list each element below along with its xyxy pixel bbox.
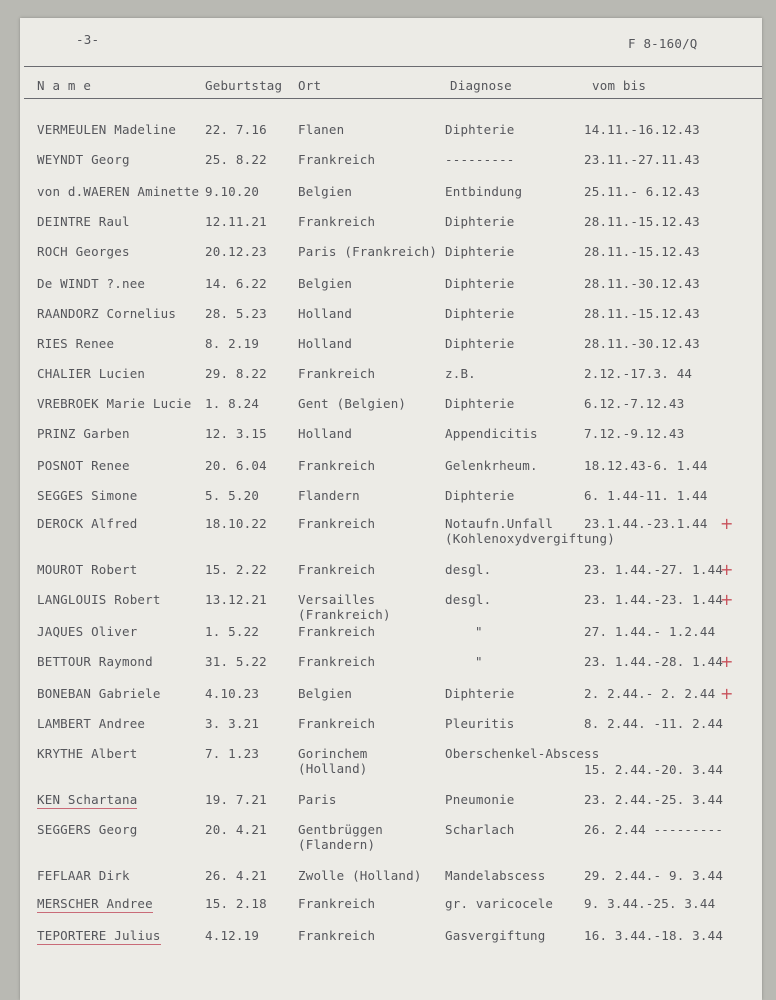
patient-name: SEGGERS Georg: [37, 822, 138, 837]
patient-name: De WINDT ?.nee: [37, 276, 146, 291]
place-cell: Frankreich: [298, 366, 376, 381]
birthdate-cell: 19. 7.21: [205, 792, 267, 807]
place-cell: Paris: [298, 792, 337, 807]
birthdate-cell: 7. 1.23: [205, 746, 260, 761]
birthdate-cell: 28. 5.23: [205, 306, 267, 321]
period-cell: 23.1.44.-23.1.44: [584, 516, 708, 531]
diagnosis-cell-line2: (Kohlenoxydvergiftung): [445, 531, 615, 546]
period-cell: 14.11.-16.12.43: [584, 122, 700, 137]
diagnosis-cell: Pneumonie: [445, 792, 515, 807]
diagnosis-cell: Gelenkrheum.: [445, 458, 538, 473]
patient-name: WEYNDT Georg: [37, 152, 130, 167]
period-cell: 23. 2.44.-25. 3.44: [584, 792, 724, 807]
period-cell: 23. 1.44.-27. 1.44: [584, 562, 724, 577]
place-cell: Holland: [298, 306, 353, 321]
birthdate-cell: 4.12.19: [205, 928, 260, 943]
place-cell: Frankreich: [298, 152, 376, 167]
place-cell: Versailles: [298, 592, 376, 607]
place-cell: Flanen: [298, 122, 345, 137]
birthdate-cell: 12.11.21: [205, 214, 267, 229]
period-cell: 2.12.-17.3. 44: [584, 366, 693, 381]
birthdate-cell: 20.12.23: [205, 244, 267, 259]
birthdate-cell: 15. 2.22: [205, 562, 267, 577]
patient-name: RAANDORZ Cornelius: [37, 306, 177, 321]
patient-name: LANGLOUIS Robert: [37, 592, 161, 607]
birthdate-cell: 3. 3.21: [205, 716, 260, 731]
birthdate-cell: 13.12.21: [205, 592, 267, 607]
diagnosis-cell: desgl.: [445, 592, 492, 607]
column-header-name: N a m e: [37, 78, 92, 93]
birthdate-cell: 1. 5.22: [205, 624, 260, 639]
period-cell: 8. 2.44. -11. 2.44: [584, 716, 724, 731]
period-cell: 6.12.-7.12.43: [584, 396, 685, 411]
place-cell: Frankreich: [298, 928, 376, 943]
period-cell: 2. 2.44.- 2. 2.44: [584, 686, 716, 701]
diagnosis-cell: Diphterie: [445, 122, 515, 137]
place-cell: Gentbrüggen: [298, 822, 383, 837]
table-row: [20, 928, 762, 968]
diagnosis-cell: Entbindung: [445, 184, 523, 199]
column-header-birthdate: Geburtstag: [205, 78, 283, 93]
patient-name: CHALIER Lucien: [37, 366, 146, 381]
place-cell: Frankreich: [298, 562, 376, 577]
diagnosis-cell: Diphterie: [445, 336, 515, 351]
place-cell-line2: (Frankreich): [298, 607, 391, 622]
birthdate-cell: 26. 4.21: [205, 868, 267, 883]
patient-name: TEPORTERE Julius: [37, 928, 161, 943]
diagnosis-cell: z.B.: [445, 366, 476, 381]
birthdate-cell: 4.10.23: [205, 686, 260, 701]
place-cell: Frankreich: [298, 624, 376, 639]
birthdate-cell: 14. 6.22: [205, 276, 267, 291]
table-row: [20, 822, 762, 862]
diagnosis-cell: Oberschenkel-Abscess: [445, 746, 600, 761]
birthdate-cell: 5. 5.20: [205, 488, 260, 503]
place-cell: Holland: [298, 426, 353, 441]
period-cell: 26. 2.44 ---------: [584, 822, 724, 837]
patient-name: KEN Schartana: [37, 792, 138, 807]
period-cell: 29. 2.44.- 9. 3.44: [584, 868, 724, 883]
place-cell: Frankreich: [298, 458, 376, 473]
period-cell: 16. 3.44.-18. 3.44: [584, 928, 724, 943]
patient-table: [20, 18, 762, 1000]
patient-name: LAMBERT Andree: [37, 716, 146, 731]
birthdate-cell: 18.10.22: [205, 516, 267, 531]
birthdate-cell: 15. 2.18: [205, 896, 267, 911]
deceased-cross-mark: +: [720, 652, 734, 671]
diagnosis-cell: desgl.: [445, 562, 492, 577]
period-cell: 25.11.- 6.12.43: [584, 184, 700, 199]
place-cell: Gent (Belgien): [298, 396, 407, 411]
patient-name: DEROCK Alfred: [37, 516, 138, 531]
period-cell: 18.12.43-6. 1.44: [584, 458, 708, 473]
diagnosis-cell: Diphterie: [445, 488, 515, 503]
diagnosis-cell: ---------: [445, 152, 515, 167]
birthdate-cell: 12. 3.15: [205, 426, 267, 441]
place-cell: Belgien: [298, 184, 353, 199]
period-cell: 27. 1.44.- 1.2.44: [584, 624, 716, 639]
diagnosis-cell: Diphterie: [445, 276, 515, 291]
patient-name: SEGGES Simone: [37, 488, 138, 503]
deceased-cross-mark: +: [720, 560, 734, 579]
period-cell: 23.11.-27.11.43: [584, 152, 700, 167]
diagnosis-cell: Diphterie: [445, 396, 515, 411]
birthdate-cell: 1. 8.24: [205, 396, 260, 411]
birthdate-cell: 22. 7.16: [205, 122, 267, 137]
diagnosis-cell: Scharlach: [445, 822, 515, 837]
diagnosis-cell: Mandelabscess: [445, 868, 546, 883]
place-cell: Belgien: [298, 686, 353, 701]
period-cell: 15. 2.44.-20. 3.44: [584, 762, 724, 777]
patient-name: BETTOUR Raymond: [37, 654, 153, 669]
birthdate-cell: 31. 5.22: [205, 654, 267, 669]
patient-name: JAQUES Oliver: [37, 624, 138, 639]
period-cell: 23. 1.44.-23. 1.44: [584, 592, 724, 607]
period-cell: 28.11.-30.12.43: [584, 336, 700, 351]
birthdate-cell: 20. 6.04: [205, 458, 267, 473]
period-cell: 28.11.-30.12.43: [584, 276, 700, 291]
period-cell: 28.11.-15.12.43: [584, 244, 700, 259]
place-cell: Belgien: [298, 276, 353, 291]
place-cell: Frankreich: [298, 654, 376, 669]
patient-name: von d.WAEREN Aminette: [37, 184, 200, 199]
period-cell: 28.11.-15.12.43: [584, 306, 700, 321]
patient-name: VERMEULEN Madeline: [37, 122, 177, 137]
patient-name: DEINTRE Raul: [37, 214, 130, 229]
patient-name: VREBROEK Marie Lucie: [37, 396, 192, 411]
document-reference: F 8-160/Q: [628, 36, 698, 51]
birthdate-cell: 29. 8.22: [205, 366, 267, 381]
diagnosis-cell: Diphterie: [445, 686, 515, 701]
table-row: [20, 746, 762, 786]
document-page: [20, 18, 762, 1000]
diagnosis-cell: Diphterie: [445, 214, 515, 229]
table-row: [20, 516, 762, 556]
birthdate-cell: 25. 8.22: [205, 152, 267, 167]
diagnosis-cell: gr. varicocele: [445, 896, 554, 911]
place-cell: Zwolle (Holland): [298, 868, 422, 883]
diagnosis-cell: Diphterie: [445, 306, 515, 321]
patient-name: MERSCHER Andree: [37, 896, 153, 911]
patient-name: BONEBAN Gabriele: [37, 686, 161, 701]
column-header-diagnosis: Diagnose: [450, 78, 512, 93]
period-cell: 23. 1.44.-28. 1.44: [584, 654, 724, 669]
period-cell: 28.11.-15.12.43: [584, 214, 700, 229]
deceased-cross-mark: +: [720, 684, 734, 703]
patient-name: PRINZ Garben: [37, 426, 130, 441]
patient-name: POSNOT Renee: [37, 458, 130, 473]
deceased-cross-mark: +: [720, 514, 734, 533]
diagnosis-cell: ": [475, 624, 483, 639]
page-number: -3-: [76, 32, 100, 47]
place-cell: Flandern: [298, 488, 360, 503]
diagnosis-cell: Diphterie: [445, 244, 515, 259]
diagnosis-cell: Pleuritis: [445, 716, 515, 731]
column-header-place: Ort: [298, 78, 322, 93]
place-cell: Gorinchem: [298, 746, 368, 761]
place-cell: Paris (Frankreich): [298, 244, 438, 259]
patient-name: RIES Renee: [37, 336, 115, 351]
diagnosis-cell: Gasvergiftung: [445, 928, 546, 943]
place-cell: Frankreich: [298, 516, 376, 531]
patient-name: FEFLAAR Dirk: [37, 868, 130, 883]
birthdate-cell: 9.10.20: [205, 184, 260, 199]
period-cell: 7.12.-9.12.43: [584, 426, 685, 441]
patient-name: ROCH Georges: [37, 244, 130, 259]
column-header-period: vom bis: [592, 78, 647, 93]
patient-name: KRYTHE Albert: [37, 746, 138, 761]
place-cell: Frankreich: [298, 214, 376, 229]
period-cell: 9. 3.44.-25. 3.44: [584, 896, 716, 911]
place-cell-line2: (Flandern): [298, 837, 376, 852]
period-cell: 6. 1.44-11. 1.44: [584, 488, 708, 503]
birthdate-cell: 8. 2.19: [205, 336, 260, 351]
diagnosis-cell: Appendicitis: [445, 426, 538, 441]
diagnosis-cell: ": [475, 654, 483, 669]
patient-name: MOUROT Robert: [37, 562, 138, 577]
deceased-cross-mark: +: [720, 590, 734, 609]
birthdate-cell: 20. 4.21: [205, 822, 267, 837]
place-cell: Frankreich: [298, 896, 376, 911]
place-cell: Holland: [298, 336, 353, 351]
diagnosis-cell: Notaufn.Unfall: [445, 516, 554, 531]
place-cell-line2: (Holland): [298, 761, 368, 776]
place-cell: Frankreich: [298, 716, 376, 731]
